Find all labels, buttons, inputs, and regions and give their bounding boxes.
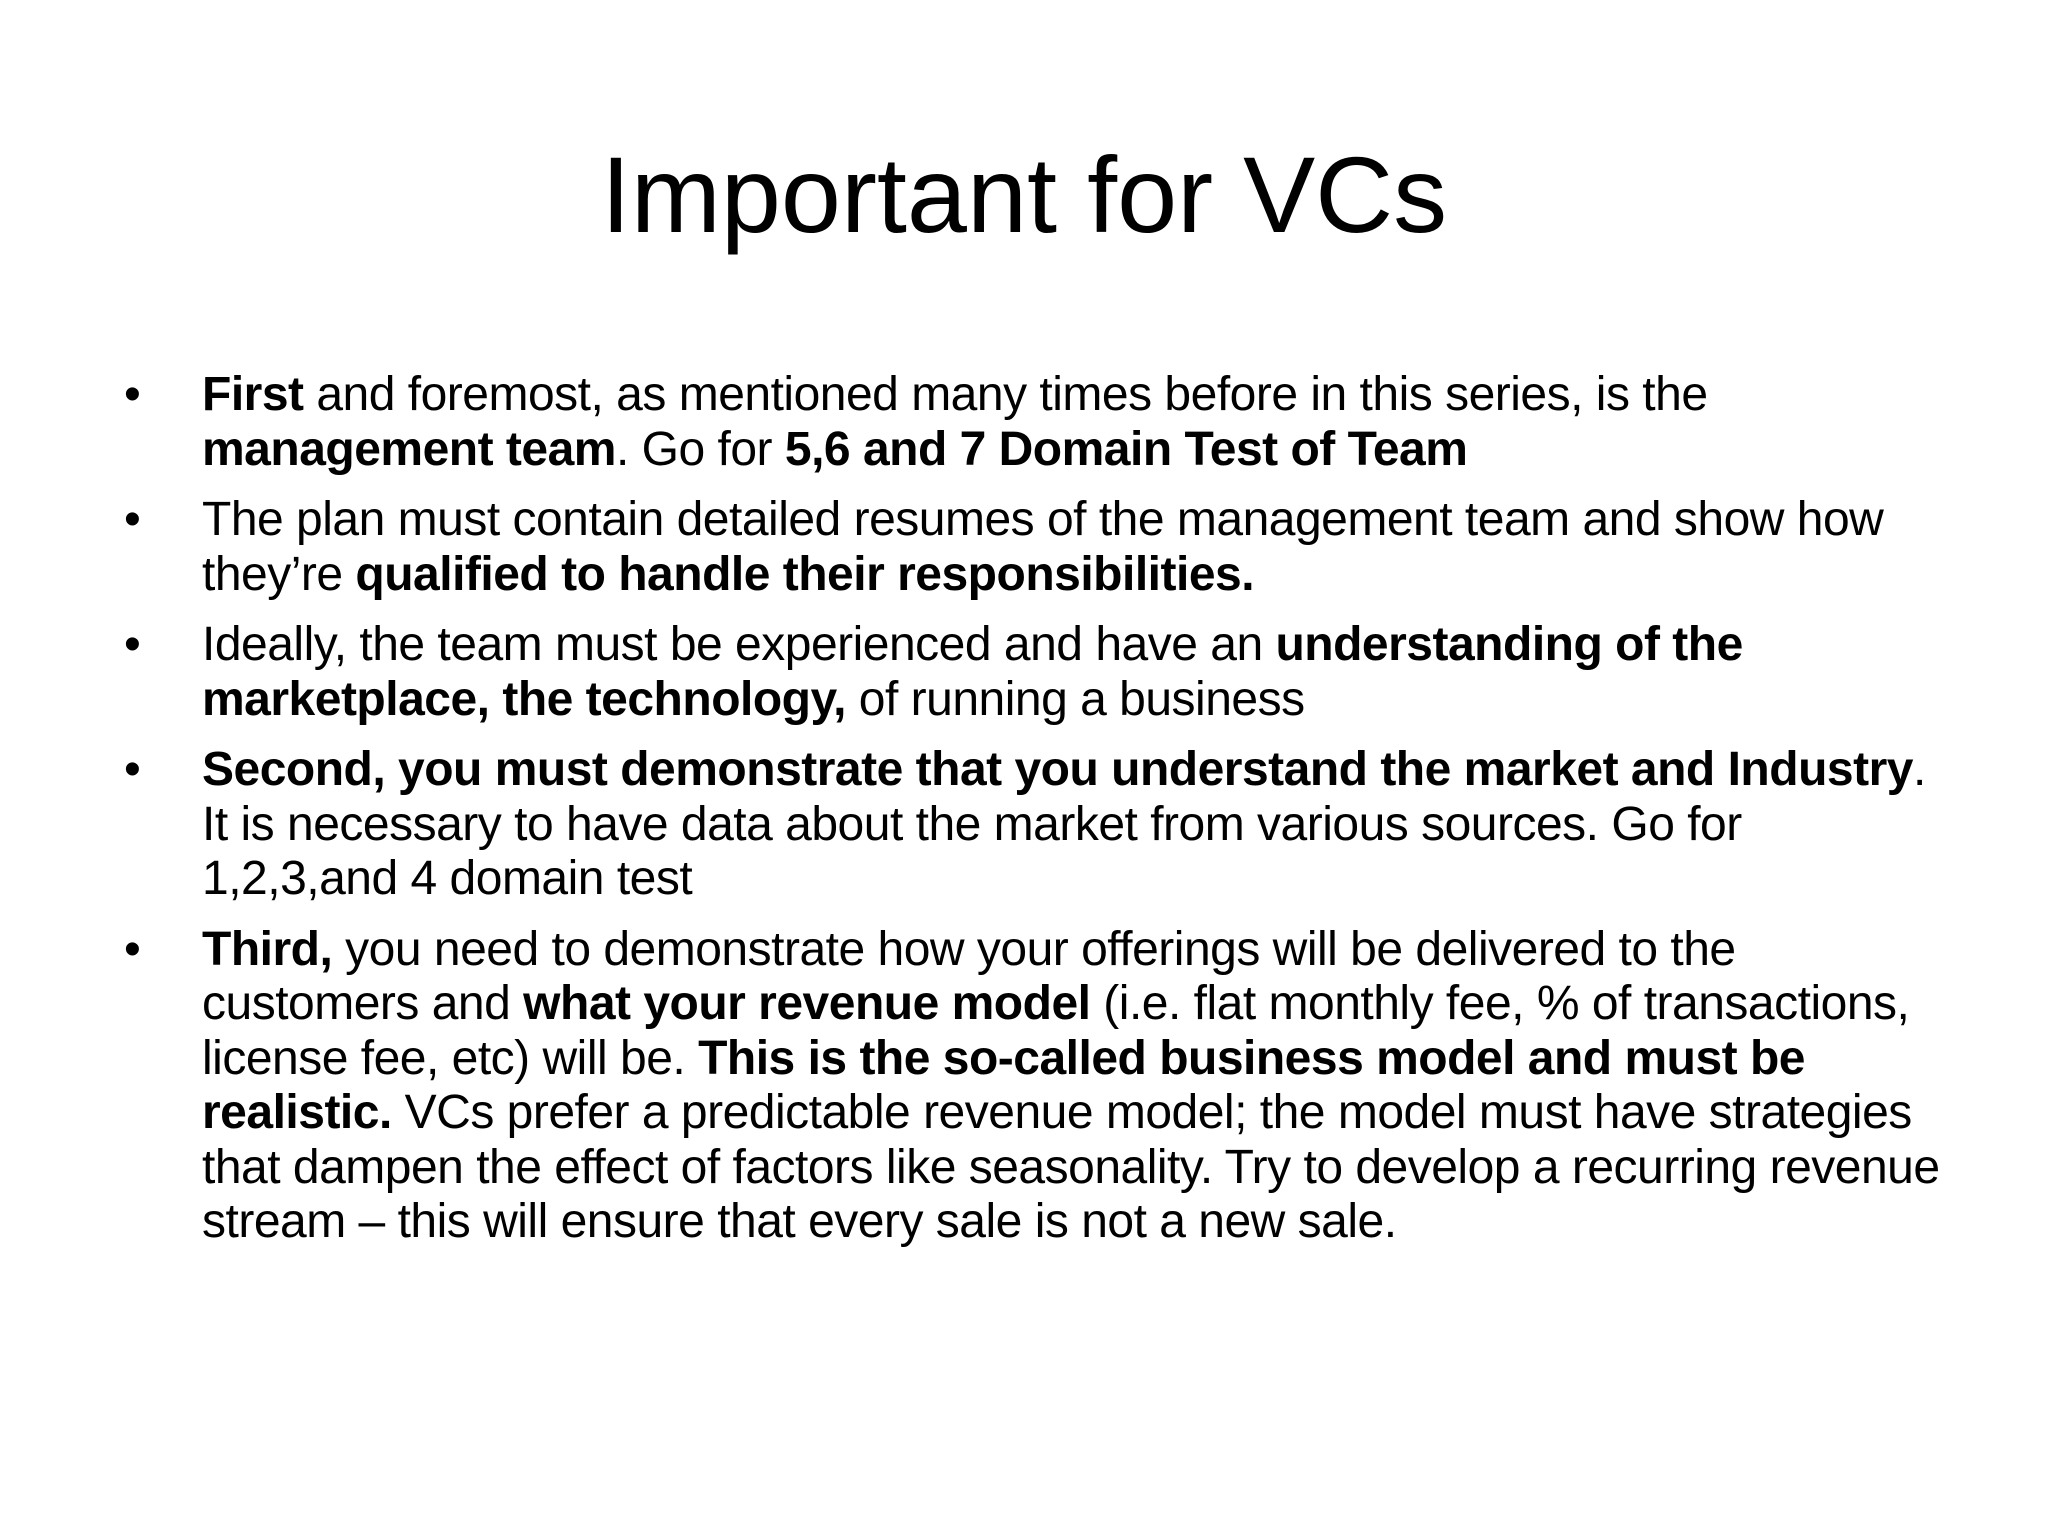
bullet-text-run: qualified to handle their responsibilities. xyxy=(355,547,1255,601)
slide-title: Important for VCs xyxy=(600,134,1448,255)
bullet-text-run: understanding of the marketplace, the technology, xyxy=(202,618,1743,726)
bullet-item xyxy=(120,743,1950,907)
bullet-dot-icon: • xyxy=(124,743,141,796)
bullet-text-run: Ideally, the team must be experienced and have an xyxy=(202,618,1276,671)
bullet-text-run: Second, you must demonstrate that you understand the market and Industry xyxy=(202,743,1913,796)
bullet-text-run: First xyxy=(202,368,304,421)
bullet-text-run: VCs prefer a predictable revenue model; the model must have strategies that dampen the effect of factors like seasonality. Try to develop a recurring revenue stream – this will ensure that every sale is not a new sale. xyxy=(202,1086,1940,1248)
bullet-dot-icon: • xyxy=(124,618,141,671)
bullet-dot-icon: • xyxy=(124,493,141,546)
bullet-item xyxy=(120,368,1950,477)
bullet-text-run: . Go for xyxy=(615,422,785,476)
bullet-item xyxy=(120,493,1950,602)
bullet-item xyxy=(120,618,1950,727)
bullet-text-run: This is the so-called business model and must be realistic. xyxy=(202,1031,1805,1139)
bullet-dot-icon: • xyxy=(124,368,141,421)
bullet-text-run: 5,6 and 7 Domain Test of Team xyxy=(784,422,1468,476)
bullet-list xyxy=(120,368,1950,1266)
bullet-text-run: what your revenue model xyxy=(523,977,1091,1030)
bullet-text-run: of running a business xyxy=(845,672,1305,726)
bullet-text-run: management team xyxy=(202,422,616,476)
bullet-text-run: (i.e. flat monthly fee, % of transactions, license fee, etc) will be. xyxy=(202,977,1910,1085)
bullet-text-run: . It is necessary to have data about the market from various sources. Go for 1,2,3,and 4 domain test xyxy=(202,743,1926,905)
bullet-item xyxy=(120,923,1950,1250)
bullet-text-run: and foremost, as mentioned many times before in this series, is the xyxy=(303,368,1708,421)
bullet-text-run: you need to demonstrate how your offerings will be delivered to the customers and xyxy=(202,922,1736,1030)
bullet-dot-icon: • xyxy=(124,922,141,976)
bullet-text-run: Third, xyxy=(202,922,333,976)
bullet-text-run: The plan must contain detailed resumes of the management team and show how they’re xyxy=(202,493,1884,601)
